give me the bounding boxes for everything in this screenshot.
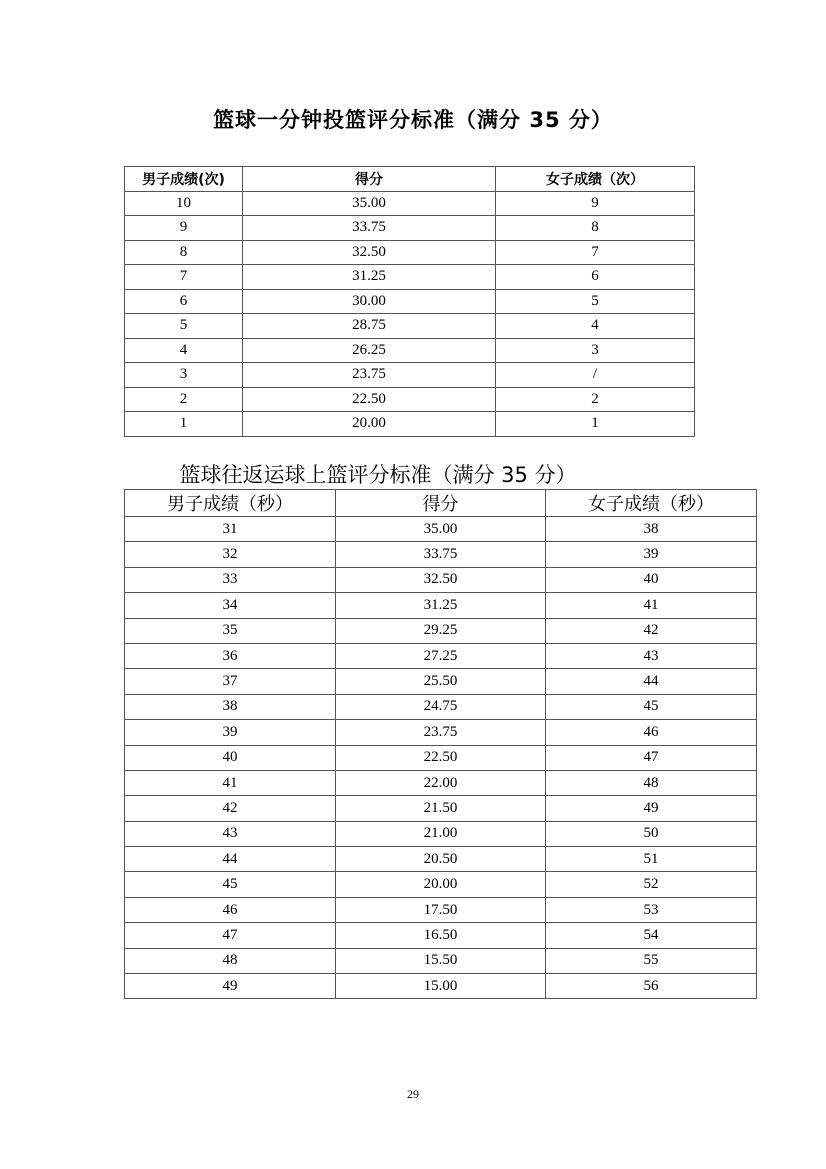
cell-female: 7 bbox=[496, 240, 695, 265]
cell-points: 17.50 bbox=[336, 897, 546, 922]
cell-points: 30.00 bbox=[243, 289, 496, 314]
table-row bbox=[125, 974, 757, 999]
page-number: 29 bbox=[407, 1087, 419, 1101]
table-row bbox=[125, 593, 757, 618]
table-row bbox=[125, 796, 757, 821]
cell-female: 42 bbox=[546, 618, 757, 643]
cell-points: 22.50 bbox=[336, 745, 546, 770]
cell-male: 31 bbox=[125, 517, 336, 542]
cell-male: 36 bbox=[125, 643, 336, 668]
cell-male: 5 bbox=[125, 314, 243, 339]
cell-female: / bbox=[496, 363, 695, 388]
cell-female: 50 bbox=[546, 821, 757, 846]
one-minute-shooting-table bbox=[124, 166, 695, 437]
table-row bbox=[125, 847, 757, 872]
cell-male: 35 bbox=[125, 618, 336, 643]
header-points: 得分 bbox=[336, 490, 546, 517]
cell-female: 54 bbox=[546, 923, 757, 948]
cell-points: 28.75 bbox=[243, 314, 496, 339]
header-male-score: 男子成绩(次) bbox=[125, 167, 243, 192]
cell-female: 52 bbox=[546, 872, 757, 897]
cell-points: 29.25 bbox=[336, 618, 546, 643]
cell-female: 51 bbox=[546, 847, 757, 872]
cell-male: 41 bbox=[125, 770, 336, 795]
cell-female: 38 bbox=[546, 517, 757, 542]
cell-male: 40 bbox=[125, 745, 336, 770]
cell-points: 23.75 bbox=[243, 363, 496, 388]
cell-female: 44 bbox=[546, 669, 757, 694]
table-row bbox=[125, 720, 757, 745]
cell-male: 44 bbox=[125, 847, 336, 872]
cell-points: 20.00 bbox=[336, 872, 546, 897]
cell-female: 56 bbox=[546, 974, 757, 999]
table-row bbox=[125, 821, 757, 846]
table-row bbox=[125, 314, 695, 339]
cell-male: 3 bbox=[125, 363, 243, 388]
header-female-time: 女子成绩（秒） bbox=[546, 490, 757, 517]
cell-points: 32.50 bbox=[243, 240, 496, 265]
cell-male: 34 bbox=[125, 593, 336, 618]
cell-male: 33 bbox=[125, 567, 336, 592]
cell-points: 25.50 bbox=[336, 669, 546, 694]
cell-male: 8 bbox=[125, 240, 243, 265]
cell-male: 47 bbox=[125, 923, 336, 948]
cell-points: 22.00 bbox=[336, 770, 546, 795]
cell-points: 31.25 bbox=[243, 265, 496, 290]
cell-female: 49 bbox=[546, 796, 757, 821]
cell-male: 45 bbox=[125, 872, 336, 897]
cell-female: 43 bbox=[546, 643, 757, 668]
cell-female: 47 bbox=[546, 745, 757, 770]
cell-male: 4 bbox=[125, 338, 243, 363]
table-row bbox=[125, 542, 757, 567]
cell-points: 23.75 bbox=[336, 720, 546, 745]
cell-female: 6 bbox=[496, 265, 695, 290]
cell-male: 48 bbox=[125, 948, 336, 973]
cell-female: 55 bbox=[546, 948, 757, 973]
table-row bbox=[125, 770, 757, 795]
table-header-row bbox=[125, 490, 757, 517]
cell-female: 39 bbox=[546, 542, 757, 567]
cell-female: 46 bbox=[546, 720, 757, 745]
cell-points: 35.00 bbox=[243, 191, 496, 216]
table-row bbox=[125, 694, 757, 719]
table-row bbox=[125, 923, 757, 948]
cell-points: 20.50 bbox=[336, 847, 546, 872]
cell-points: 15.50 bbox=[336, 948, 546, 973]
cell-male: 32 bbox=[125, 542, 336, 567]
cell-male: 49 bbox=[125, 974, 336, 999]
table-row bbox=[125, 240, 695, 265]
table-row bbox=[125, 338, 695, 363]
table-row bbox=[125, 517, 757, 542]
cell-points: 22.50 bbox=[243, 387, 496, 412]
cell-male: 9 bbox=[125, 216, 243, 241]
cell-male: 38 bbox=[125, 694, 336, 719]
cell-points: 33.75 bbox=[336, 542, 546, 567]
table-row bbox=[125, 669, 757, 694]
table-row bbox=[125, 948, 757, 973]
table2-title: 篮球往返运球上篮评分标准（满分 35 分） bbox=[179, 463, 577, 487]
cell-female: 9 bbox=[496, 191, 695, 216]
table-row bbox=[125, 363, 695, 388]
table-row bbox=[125, 643, 757, 668]
cell-points: 24.75 bbox=[336, 694, 546, 719]
table-row bbox=[125, 191, 695, 216]
table-row bbox=[125, 897, 757, 922]
header-points: 得分 bbox=[243, 167, 496, 192]
table1-title: 篮球一分钟投篮评分标准（满分 35 分） bbox=[213, 108, 613, 132]
cell-male: 46 bbox=[125, 897, 336, 922]
cell-male: 42 bbox=[125, 796, 336, 821]
cell-points: 26.25 bbox=[243, 338, 496, 363]
cell-female: 8 bbox=[496, 216, 695, 241]
cell-female: 48 bbox=[546, 770, 757, 795]
cell-female: 5 bbox=[496, 289, 695, 314]
cell-female: 53 bbox=[546, 897, 757, 922]
cell-male: 1 bbox=[125, 412, 243, 437]
cell-male: 7 bbox=[125, 265, 243, 290]
table-row bbox=[125, 618, 757, 643]
cell-points: 35.00 bbox=[336, 517, 546, 542]
cell-female: 3 bbox=[496, 338, 695, 363]
cell-points: 15.00 bbox=[336, 974, 546, 999]
cell-male: 37 bbox=[125, 669, 336, 694]
cell-points: 31.25 bbox=[336, 593, 546, 618]
cell-points: 21.50 bbox=[336, 796, 546, 821]
cell-female: 1 bbox=[496, 412, 695, 437]
cell-female: 4 bbox=[496, 314, 695, 339]
table-row bbox=[125, 387, 695, 412]
cell-female: 2 bbox=[496, 387, 695, 412]
cell-points: 32.50 bbox=[336, 567, 546, 592]
cell-male: 10 bbox=[125, 191, 243, 216]
table-row bbox=[125, 872, 757, 897]
cell-points: 20.00 bbox=[243, 412, 496, 437]
table-row bbox=[125, 289, 695, 314]
dribble-layup-table bbox=[124, 489, 757, 999]
cell-points: 16.50 bbox=[336, 923, 546, 948]
cell-points: 27.25 bbox=[336, 643, 546, 668]
table-row bbox=[125, 216, 695, 241]
table-row bbox=[125, 745, 757, 770]
cell-female: 41 bbox=[546, 593, 757, 618]
table-row bbox=[125, 567, 757, 592]
cell-female: 45 bbox=[546, 694, 757, 719]
header-female-score: 女子成绩（次） bbox=[496, 167, 695, 192]
cell-points: 21.00 bbox=[336, 821, 546, 846]
cell-male: 6 bbox=[125, 289, 243, 314]
table-header-row bbox=[125, 167, 695, 192]
header-male-time: 男子成绩（秒） bbox=[125, 490, 336, 517]
cell-points: 33.75 bbox=[243, 216, 496, 241]
cell-female: 40 bbox=[546, 567, 757, 592]
cell-male: 43 bbox=[125, 821, 336, 846]
table-row bbox=[125, 412, 695, 437]
cell-male: 2 bbox=[125, 387, 243, 412]
cell-male: 39 bbox=[125, 720, 336, 745]
table-row bbox=[125, 265, 695, 290]
